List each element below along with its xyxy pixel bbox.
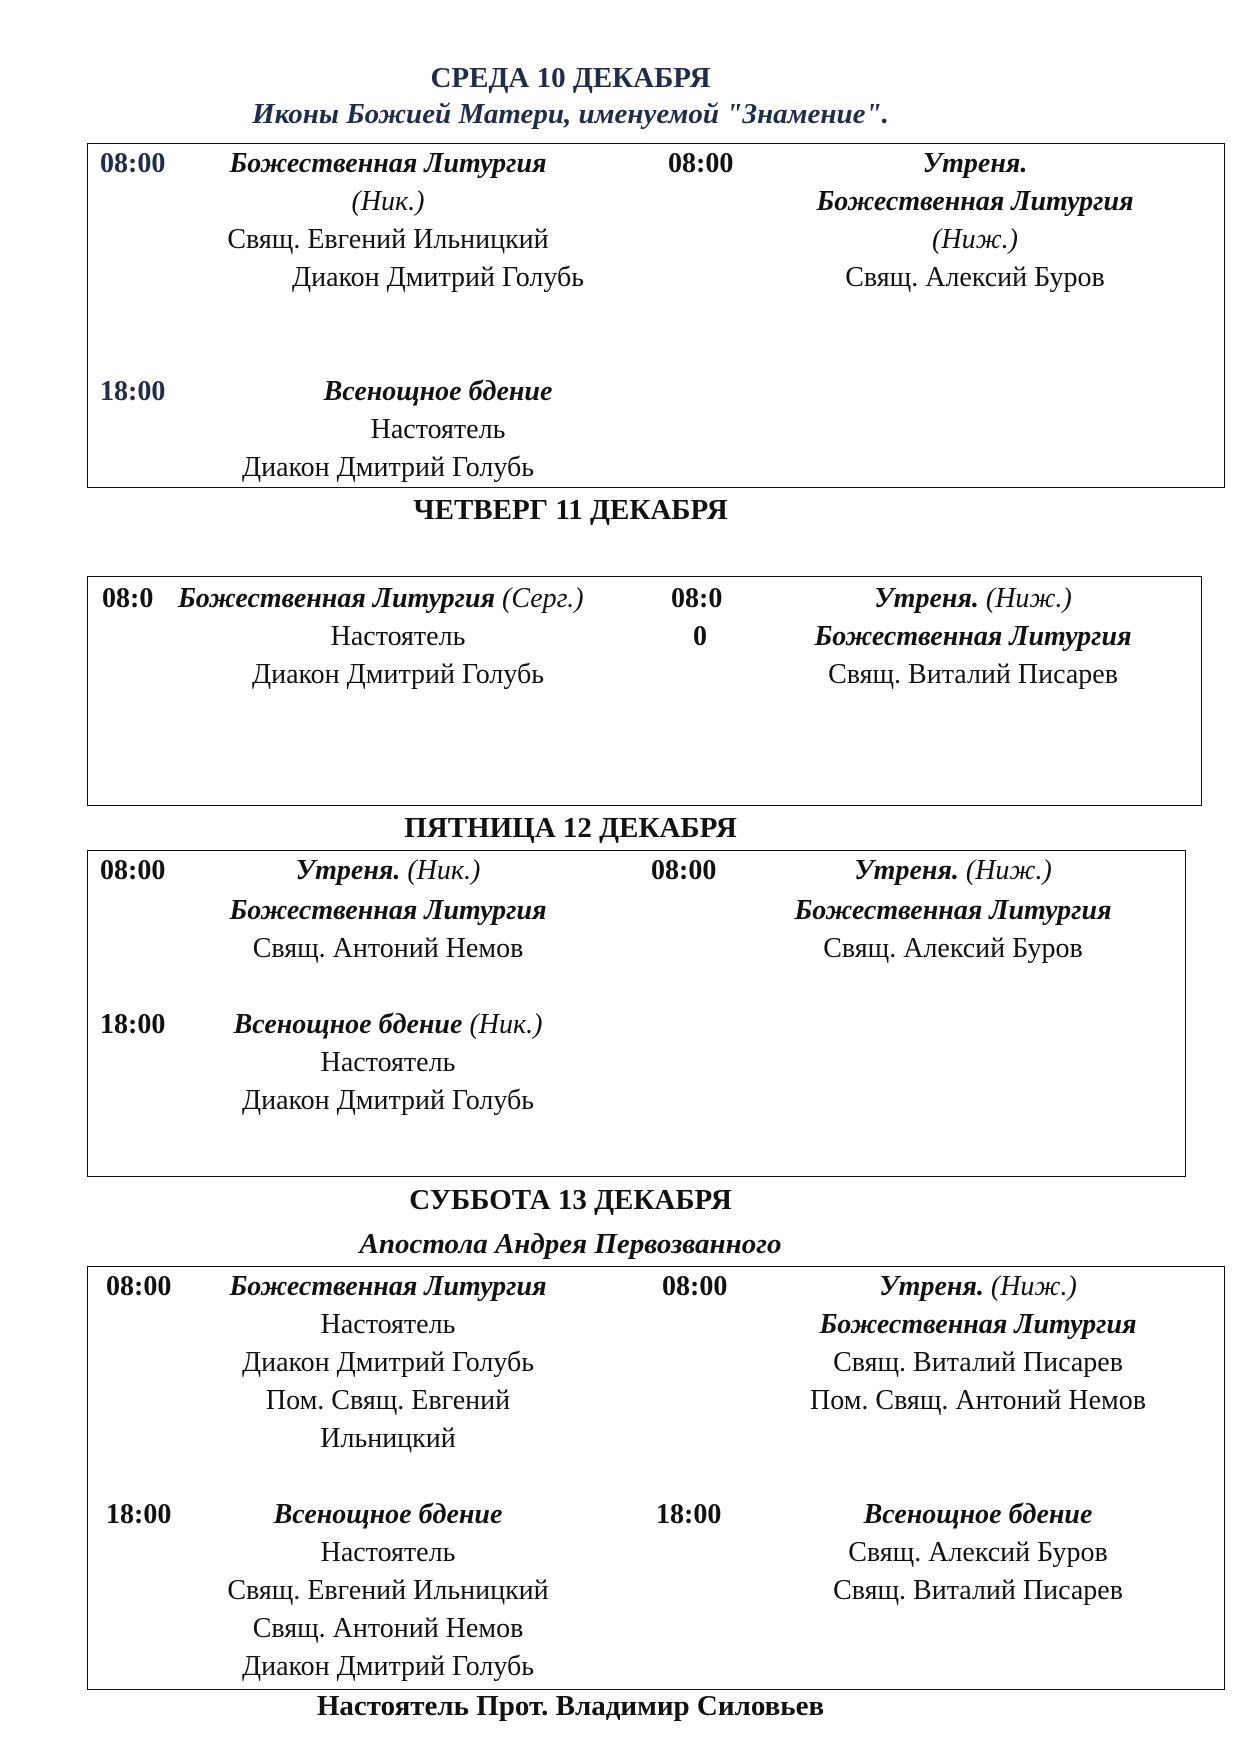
- sat-right-time-1: 08:00: [662, 1271, 728, 1302]
- footer-signature: Настоятель Прот. Владимир Силовьев: [316, 1690, 825, 1722]
- sat-left-time-2: 18:00: [106, 1499, 172, 1530]
- fri-left-person-1: Свящ. Антоний Немов: [252, 933, 524, 964]
- wed-left-person-4: Диакон Дмитрий Голубь: [241, 452, 534, 483]
- sat-right-person-1: Свящ. Виталий Писарев: [833, 1347, 1123, 1378]
- thu-left-service-1: Божественная Литургия: [178, 583, 496, 614]
- sat-right-service-2: Божественная Литургия: [819, 1309, 1137, 1340]
- fri-left-service-1: Утреня.: [295, 855, 401, 886]
- thu-title: ЧЕТВЕРГ 11 ДЕКАБРЯ: [413, 494, 728, 526]
- fri-left-time-2: 18:00: [100, 1009, 166, 1040]
- wed-left-person-1: Свящ. Евгений Ильницкий: [227, 224, 549, 255]
- wed-left-place-1: (Ник.): [351, 186, 425, 217]
- sat-left-person-5: Свящ. Евгений Ильницкий: [227, 1575, 549, 1606]
- thu-left-person-2: Диакон Дмитрий Голубь: [251, 659, 544, 690]
- thu-left-service-row: [178, 581, 584, 617]
- fri-schedule-box: [87, 850, 1186, 1177]
- sat-right-person-4: Свящ. Виталий Писарев: [833, 1575, 1123, 1606]
- fri-left-person-3: Диакон Дмитрий Голубь: [241, 1085, 534, 1116]
- wed-subtitle: Иконы Божией Матери, именуемой "Знамение".: [252, 98, 889, 130]
- sat-right-person-2: Пом. Свящ. Антоний Немов: [810, 1385, 1146, 1416]
- fri-left-service-row: [208, 853, 568, 889]
- fri-title: ПЯТНИЦА 12 ДЕКАБРЯ: [404, 812, 737, 844]
- fri-right-time-1: 08:00: [651, 855, 717, 886]
- wed-left-time-2: 18:00: [100, 376, 166, 407]
- sat-left-time-1: 08:00: [106, 1271, 172, 1302]
- fri-right-place-1: (Ниж.): [965, 855, 1052, 886]
- wed-right-service-1: Утреня.: [922, 148, 1028, 179]
- thu-left-place-1: (Серг.): [502, 583, 584, 614]
- fri-left-person-2: Настоятель: [320, 1047, 456, 1078]
- fri-left-service-3: Всенощное бдение: [233, 1009, 463, 1040]
- sat-left-person-7: Диакон Дмитрий Голубь: [241, 1651, 534, 1682]
- sat-left-service-2: Всенощное бдение: [273, 1499, 503, 1530]
- wed-left-service-2: Всенощное бдение: [323, 376, 553, 407]
- wed-right-place-1: (Ниж.): [932, 224, 1018, 255]
- sat-left-person-3a: Пом. Свящ. Евгений: [265, 1385, 511, 1416]
- thu-right-service-row: [778, 581, 1168, 617]
- sat-title: СУББОТА 13 ДЕКАБРЯ: [409, 1184, 732, 1216]
- thu-schedule-box: [87, 576, 1202, 806]
- wed-schedule-box: [87, 143, 1225, 488]
- fri-left-service3-row: [208, 1007, 568, 1043]
- sat-left-person-6: Свящ. Антоний Немов: [252, 1613, 524, 1644]
- sat-right-service-1: Утреня.: [879, 1271, 984, 1302]
- thu-left-person-1: Настоятель: [330, 621, 466, 652]
- wed-right-person-1: Свящ. Алексий Буров: [845, 262, 1105, 293]
- sat-left-person-2: Диакон Дмитрий Голубь: [241, 1347, 534, 1378]
- sat-schedule-box: [87, 1266, 1225, 1690]
- wed-right-time-1: 08:00: [668, 148, 734, 179]
- sat-right-service-3: Всенощное бдение: [863, 1499, 1093, 1530]
- fri-right-service-2: Божественная Литургия: [794, 895, 1112, 926]
- fri-right-service-row: [768, 853, 1138, 889]
- sat-right-time-2: 18:00: [656, 1499, 722, 1530]
- thu-right-person-1: Свящ. Виталий Писарев: [828, 659, 1118, 690]
- fri-left-place-2: (Ник.): [469, 1009, 543, 1040]
- sat-left-person-4: Настоятель: [320, 1537, 456, 1568]
- fri-left-service-2: Божественная Литургия: [229, 895, 547, 926]
- wed-left-person-3: Настоятель: [370, 414, 506, 445]
- wed-left-service-1: Божественная Литургия: [229, 148, 547, 179]
- wed-left-time-1: 08:00: [100, 148, 166, 179]
- fri-left-place-1: (Ник.): [407, 855, 481, 886]
- sat-left-person-3b: Ильницкий: [320, 1423, 456, 1454]
- thu-right-time-1a: 08:0: [671, 583, 723, 614]
- fri-left-time-1: 08:00: [100, 855, 166, 886]
- wed-right-service-2: Божественная Литургия: [816, 186, 1134, 217]
- fri-right-person-1: Свящ. Алексий Буров: [823, 933, 1083, 964]
- sat-right-person-3: Свящ. Алексий Буров: [848, 1537, 1108, 1568]
- sat-left-service-1: Божественная Литургия: [229, 1271, 547, 1302]
- sat-right-place-1: (Ниж.): [990, 1271, 1077, 1302]
- wed-left-person-2: Диакон Дмитрий Голубь: [291, 262, 584, 293]
- thu-right-service-1: Утреня.: [874, 583, 979, 614]
- thu-right-time-1b: 0: [693, 621, 707, 652]
- thu-right-place-1: (Ниж.): [985, 583, 1072, 614]
- sat-left-person-1: Настоятель: [320, 1309, 456, 1340]
- thu-left-time-1: 08:0: [102, 583, 154, 614]
- sat-right-service-row: [778, 1269, 1178, 1305]
- thu-right-service-2: Божественная Литургия: [814, 621, 1132, 652]
- wed-title: СРЕДА 10 ДЕКАБРЯ: [430, 62, 711, 94]
- fri-right-service-1: Утреня.: [854, 855, 959, 886]
- sat-subtitle: Апостола Андрея Первозванного: [359, 1228, 782, 1260]
